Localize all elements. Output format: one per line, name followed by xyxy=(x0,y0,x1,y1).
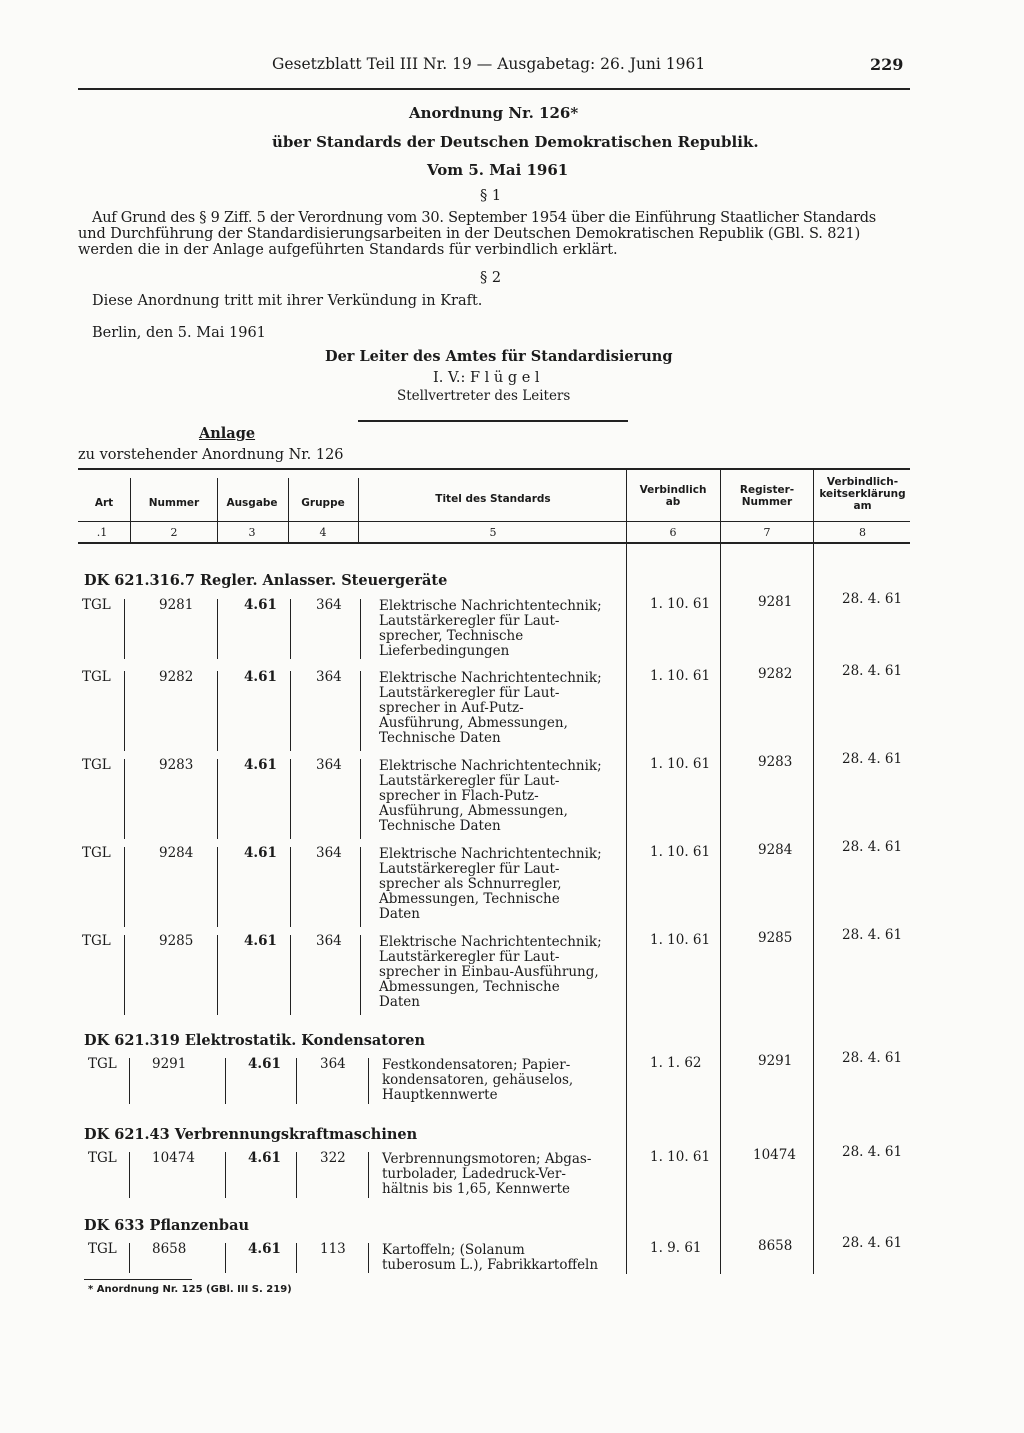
header-vline-7 xyxy=(813,470,814,542)
cell-titel-line: kondensatoren, gehäuselos, xyxy=(382,1072,574,1088)
cell-ausgabe: 4.61 xyxy=(248,1150,281,1166)
section1-line-1: Auf Grund des § 9 Ziff. 5 der Verordnung vom 30. September 1954 über die Einführung Staatlicher Standards xyxy=(92,210,876,226)
running-title: Gesetzblatt Teil III Nr. 19 — Ausgabetag: 26. Juni 1961 xyxy=(272,55,706,73)
col-header-erklaerung-1: Verbindlich- xyxy=(826,476,899,488)
cell-titel-line: Elektrische Nachrichtentechnik; xyxy=(379,846,602,862)
cell-ausgabe: 4.61 xyxy=(248,1056,281,1072)
row-vline-2 xyxy=(217,599,218,659)
cell-ausgabe: 4.61 xyxy=(248,1241,281,1257)
cell-titel-line: Ausführung, Abmessungen, xyxy=(379,715,568,731)
cell-titel-line: sprecher in Einbau-Ausführung, xyxy=(379,964,599,980)
cell-ausgabe: 4.61 xyxy=(244,597,277,613)
ordinance-title: Anordnung Nr. 126* xyxy=(409,104,579,122)
row-vline-2 xyxy=(217,847,218,927)
cell-art: TGL xyxy=(82,845,111,861)
header-vline-6 xyxy=(720,470,721,542)
cell-erklaerung: 28. 4. 61 xyxy=(842,1050,903,1066)
cell-titel-line: Lautstärkeregler für Laut- xyxy=(379,773,560,789)
cell-nummer: 9283 xyxy=(159,757,194,773)
col-number-5: 5 xyxy=(489,526,497,539)
header-bottom-rule xyxy=(78,542,910,544)
cell-titel-line: Elektrische Nachrichtentechnik; xyxy=(379,934,602,950)
col-number-4: 4 xyxy=(319,526,327,539)
row-vline-1 xyxy=(129,1152,130,1198)
section1-mark: § 1 xyxy=(480,188,502,204)
row-vline-4 xyxy=(368,1243,369,1273)
header-rule xyxy=(78,88,910,90)
row-vline-3 xyxy=(290,671,291,751)
cell-titel-line: sprecher in Auf-Putz- xyxy=(379,700,524,716)
row-vline-1 xyxy=(129,1058,130,1104)
section2-mark: § 2 xyxy=(480,270,502,286)
cell-titel-line: Elektrische Nachrichtentechnik; xyxy=(379,758,602,774)
ordinance-subtitle: über Standards der Deutschen Demokratischen Republik. xyxy=(272,133,759,151)
cell-ausgabe: 4.61 xyxy=(244,757,277,773)
col-header-gruppe: Gruppe xyxy=(301,497,345,509)
cell-titel-line: Lautstärkeregler für Laut- xyxy=(379,613,560,629)
cell-nummer: 9281 xyxy=(159,597,194,613)
cell-titel-line: Ausführung, Abmessungen, xyxy=(379,803,568,819)
cell-ausgabe: 4.61 xyxy=(244,933,277,949)
row-vline-2 xyxy=(225,1058,226,1104)
cell-titel-line: turbolader, Ladedruck-Ver- xyxy=(382,1166,566,1182)
signature-rule xyxy=(358,420,628,422)
group-heading: DK 621.319 Elektrostatik. Kondensatoren xyxy=(84,1032,426,1049)
row-vline-3 xyxy=(296,1058,297,1104)
row-vline-2 xyxy=(217,759,218,839)
cell-erklaerung: 28. 4. 61 xyxy=(842,1144,903,1160)
cell-titel-line: sprecher, Technische xyxy=(379,628,524,644)
cell-verbindlich: 1. 9. 61 xyxy=(650,1240,702,1256)
cell-nummer: 9291 xyxy=(152,1056,187,1072)
cell-gruppe: 113 xyxy=(320,1241,346,1257)
row-vline-1 xyxy=(124,599,125,659)
row-vline-1 xyxy=(124,935,125,1015)
cell-art: TGL xyxy=(82,933,111,949)
header-vline-1 xyxy=(130,478,131,542)
ordinance-date: Vom 5. Mai 1961 xyxy=(427,161,569,179)
cell-verbindlich: 1. 10. 61 xyxy=(650,932,711,948)
row-vline-1 xyxy=(124,847,125,927)
cell-titel-line: Hauptkennwerte xyxy=(382,1087,498,1103)
cell-gruppe: 322 xyxy=(320,1150,346,1166)
cell-nummer: 10474 xyxy=(152,1150,195,1166)
section2-text: Diese Anordnung tritt mit ihrer Verkündung in Kraft. xyxy=(92,293,483,309)
section1-line-2: und Durchführung der Standardisierungsarbeiten in der Deutschen Demokratischen Republik (GBl. S. 821) xyxy=(78,226,861,242)
cell-gruppe: 364 xyxy=(316,845,342,861)
cell-verbindlich: 1. 1. 62 xyxy=(650,1055,702,1071)
cell-art: TGL xyxy=(88,1056,117,1072)
cell-erklaerung: 28. 4. 61 xyxy=(842,1235,903,1251)
cell-titel-line: Lautstärkeregler für Laut- xyxy=(379,949,560,965)
cell-titel-line: Elektrische Nachrichtentechnik; xyxy=(379,598,602,614)
page-number: 229 xyxy=(870,55,904,74)
col-number-8: 8 xyxy=(859,526,866,539)
row-vline-3 xyxy=(290,847,291,927)
cell-art: TGL xyxy=(82,757,111,773)
cell-titel-line: sprecher in Flach-Putz- xyxy=(379,788,539,804)
group-heading: DK 621.316.7 Regler. Anlasser. Steuergeräte xyxy=(84,572,448,589)
cell-ausgabe: 4.61 xyxy=(244,669,277,685)
cell-titel-line: tuberosum L.), Fabrikkartoffeln xyxy=(382,1257,599,1273)
cell-register: 9285 xyxy=(758,930,793,946)
row-vline-2 xyxy=(225,1243,226,1273)
header-vline-3 xyxy=(288,478,289,542)
row-vline-2 xyxy=(225,1152,226,1198)
cell-art: TGL xyxy=(88,1150,117,1166)
cell-titel-line: Festkondensatoren; Papier- xyxy=(382,1057,571,1073)
cell-register: 9284 xyxy=(758,842,793,858)
row-vline-4 xyxy=(360,759,361,839)
group-heading: DK 621.43 Verbrennungskraftmaschinen xyxy=(84,1126,418,1143)
cell-nummer: 9282 xyxy=(159,669,194,685)
cell-nummer: 9284 xyxy=(159,845,194,861)
row-vline-3 xyxy=(296,1243,297,1273)
row-vline-1 xyxy=(129,1243,130,1273)
header-vline-5 xyxy=(626,470,627,542)
cell-titel-line: Lieferbedingungen xyxy=(379,643,510,659)
col-number-6: 6 xyxy=(669,526,677,539)
cell-titel-line: Lautstärkeregler für Laut- xyxy=(379,861,560,877)
cell-verbindlich: 1. 10. 61 xyxy=(650,844,711,860)
cell-verbindlich: 1. 10. 61 xyxy=(650,596,711,612)
col-header-art: Art xyxy=(94,497,114,509)
row-vline-3 xyxy=(290,935,291,1015)
body-vline-7 xyxy=(720,544,721,1274)
cell-art: TGL xyxy=(82,597,111,613)
row-vline-1 xyxy=(124,759,125,839)
row-vline-4 xyxy=(368,1152,369,1198)
cell-gruppe: 364 xyxy=(316,597,342,613)
body-vline-8 xyxy=(813,544,814,1274)
cell-verbindlich: 1. 10. 61 xyxy=(650,668,711,684)
col-header-register-2: Nummer xyxy=(741,496,793,508)
cell-titel-line: Technische Daten xyxy=(379,818,501,834)
annex-subheading: zu vorstehender Anordnung Nr. 126 xyxy=(78,447,344,463)
row-vline-4 xyxy=(360,599,361,659)
col-header-verbindlich-2: ab xyxy=(665,496,681,508)
annex-heading: Anlage xyxy=(199,425,256,442)
cell-titel-line: Daten xyxy=(379,906,420,922)
cell-register: 9283 xyxy=(758,754,793,770)
col-number-7: 7 xyxy=(763,526,771,539)
col-number-2: 2 xyxy=(170,526,178,539)
cell-gruppe: 364 xyxy=(320,1056,346,1072)
row-vline-1 xyxy=(124,671,125,751)
col-header-verbindlich-1: Verbindlich xyxy=(639,484,707,496)
section1-line-3: werden die in der Anlage aufgeführten Standards für verbindlich erklärt. xyxy=(78,242,618,258)
signature-office: Der Leiter des Amtes für Standardisierung xyxy=(325,348,673,365)
col-header-erklaerung-2: keitserklärung xyxy=(819,488,906,500)
cell-gruppe: 364 xyxy=(316,933,342,949)
signature-name: I. V.: F l ü g e l xyxy=(433,370,540,386)
cell-erklaerung: 28. 4. 61 xyxy=(842,751,903,767)
cell-art: TGL xyxy=(88,1241,117,1257)
col-header-nummer: Nummer xyxy=(148,497,200,509)
cell-titel-line: hältnis bis 1,65, Kennwerte xyxy=(382,1181,571,1197)
row-vline-4 xyxy=(360,671,361,751)
cell-gruppe: 364 xyxy=(316,669,342,685)
row-vline-2 xyxy=(217,935,218,1015)
cell-register: 9291 xyxy=(758,1053,793,1069)
row-vline-4 xyxy=(368,1058,369,1104)
cell-titel-line: Daten xyxy=(379,994,420,1010)
row-vline-3 xyxy=(296,1152,297,1198)
row-vline-3 xyxy=(290,759,291,839)
cell-register: 9282 xyxy=(758,666,793,682)
cell-erklaerung: 28. 4. 61 xyxy=(842,663,903,679)
cell-titel-line: Elektrische Nachrichtentechnik; xyxy=(379,670,602,686)
header-mid-rule xyxy=(78,521,910,522)
footnote: * Anordnung Nr. 125 (GBl. III S. 219) xyxy=(88,1284,292,1295)
body-vline-6 xyxy=(626,544,627,1274)
col-number-3: 3 xyxy=(248,526,256,539)
place-date: Berlin, den 5. Mai 1961 xyxy=(92,325,266,341)
cell-erklaerung: 28. 4. 61 xyxy=(842,591,903,607)
cell-ausgabe: 4.61 xyxy=(244,845,277,861)
cell-titel-line: Lautstärkeregler für Laut- xyxy=(379,685,560,701)
cell-verbindlich: 1. 10. 61 xyxy=(650,756,711,772)
cell-nummer: 9285 xyxy=(159,933,194,949)
row-vline-4 xyxy=(360,847,361,927)
cell-erklaerung: 28. 4. 61 xyxy=(842,839,903,855)
row-vline-4 xyxy=(360,935,361,1015)
cell-register: 8658 xyxy=(758,1238,793,1254)
cell-titel-line: sprecher als Schnurregler, xyxy=(379,876,562,892)
cell-nummer: 8658 xyxy=(152,1241,187,1257)
col-header-erklaerung-3: am xyxy=(853,500,872,512)
cell-titel-line: Technische Daten xyxy=(379,730,501,746)
col-header-ausgabe: Ausgabe xyxy=(226,497,278,509)
group-heading: DK 633 Pflanzenbau xyxy=(84,1217,250,1234)
cell-register: 10474 xyxy=(753,1147,796,1163)
cell-titel-line: Abmessungen, Technische xyxy=(379,891,560,907)
col-header-titel: Titel des Standards xyxy=(435,493,551,505)
row-vline-3 xyxy=(290,599,291,659)
footnote-rule xyxy=(84,1279,192,1280)
cell-art: TGL xyxy=(82,669,111,685)
row-vline-2 xyxy=(217,671,218,751)
cell-titel-line: Verbrennungsmotoren; Abgas- xyxy=(382,1151,592,1167)
cell-erklaerung: 28. 4. 61 xyxy=(842,927,903,943)
col-number-1: .1 xyxy=(96,526,108,539)
cell-titel-line: Abmessungen, Technische xyxy=(379,979,560,995)
header-vline-2 xyxy=(217,478,218,542)
cell-register: 9281 xyxy=(758,594,793,610)
cell-titel-line: Kartoffeln; (Solanum xyxy=(382,1242,525,1258)
cell-verbindlich: 1. 10. 61 xyxy=(650,1149,711,1165)
col-header-register-1: Register- xyxy=(739,484,795,496)
table-top-rule xyxy=(78,468,910,470)
signature-role: Stellvertreter des Leiters xyxy=(397,388,571,404)
cell-gruppe: 364 xyxy=(316,757,342,773)
header-vline-4 xyxy=(358,478,359,542)
